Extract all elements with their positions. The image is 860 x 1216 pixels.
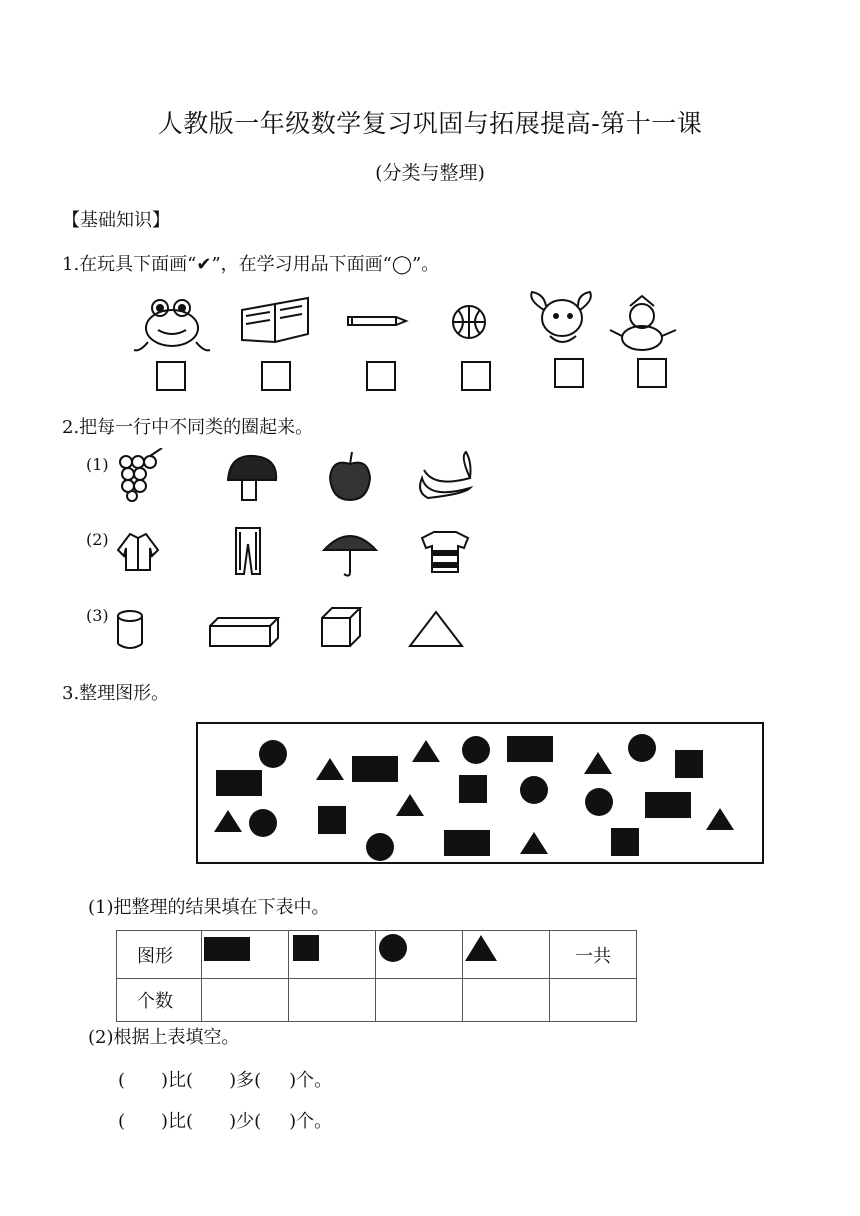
dog-toy-icon (531, 292, 591, 342)
triangle-shape (214, 810, 242, 832)
question-3-text: 3.整理图形。 (62, 683, 170, 704)
cube-icon (322, 608, 360, 646)
sub-question-1-text: (1)把整理的结果填在下表中。 (88, 897, 330, 918)
rectangle-shape (444, 830, 490, 856)
fill-less: )少( (229, 1111, 262, 1132)
mushroom-icon (228, 456, 276, 500)
question-1-text: 1.在玩具下面画“✔”，在学习用品下面画“◯”。 (62, 254, 440, 275)
circle-shape (259, 740, 287, 768)
page-subtitle: (分类与整理) (375, 162, 485, 184)
cylinder-icon (118, 611, 142, 648)
circle-count-cell[interactable] (376, 979, 463, 1022)
sub-question-2-text: (2)根据上表填空。 (88, 1027, 240, 1048)
question-2-text: 2.把每一行中不同类的圈起来。 (62, 417, 314, 438)
pencil-icon (348, 317, 406, 325)
fill-end: )个。 (289, 1111, 333, 1132)
answer-box-1[interactable] (156, 361, 186, 391)
coat-icon (118, 534, 158, 570)
rectangle-header-cell (202, 931, 289, 979)
triangle-shape (396, 794, 424, 816)
row-1-label: (1) (86, 455, 109, 474)
answer-box-4[interactable] (461, 361, 491, 391)
fill-open: ( (118, 1070, 126, 1091)
count-row-label: 个数 (117, 979, 202, 1022)
triangle-shape (584, 752, 612, 774)
row-3-label: (3) (86, 606, 109, 625)
circle-shape (520, 776, 548, 804)
circle-header-cell (376, 931, 463, 979)
apple-icon (330, 452, 370, 500)
table-row (117, 979, 637, 1022)
fill-compare: )比( (161, 1111, 194, 1132)
fill-end: )个。 (289, 1070, 333, 1091)
row-2-label: (2) (86, 530, 109, 549)
answer-box-2[interactable] (261, 361, 291, 391)
banana-icon (420, 452, 471, 498)
square-shape (459, 775, 487, 803)
toy-bear-icon (610, 296, 676, 350)
answer-box-5[interactable] (554, 358, 584, 388)
frog-toy-icon (134, 300, 210, 350)
triangle-shape (706, 808, 734, 830)
umbrella-icon (324, 536, 376, 576)
table-row (117, 931, 637, 979)
rectangle-shape (352, 756, 398, 782)
fill-sentence-less (118, 1107, 332, 1133)
total-count-cell[interactable] (550, 979, 637, 1022)
circle-shape (249, 809, 277, 837)
fill-compare: )比( (161, 1070, 194, 1091)
circle-shape (366, 833, 394, 861)
question-2-pictures (110, 448, 490, 658)
answer-box-6[interactable] (637, 358, 667, 388)
answer-box-3[interactable] (366, 361, 396, 391)
square-shape (611, 828, 639, 856)
square-shape (675, 750, 703, 778)
fill-sentence-more (118, 1066, 332, 1092)
book-icon (242, 298, 308, 342)
section-label: 【基础知识】 (62, 210, 170, 231)
square-count-cell[interactable] (289, 979, 376, 1022)
circle-icon (376, 931, 462, 973)
basketball-icon (453, 306, 485, 338)
square-shape (318, 806, 346, 834)
rectangle-shape (216, 770, 262, 796)
trousers-icon (236, 528, 260, 574)
question-1-pictures (130, 290, 710, 360)
page-title: 人教版一年级数学复习巩固与拓展提高-第十一课 (157, 109, 703, 138)
cuboid-icon (210, 618, 278, 646)
shirt-icon (422, 532, 468, 572)
triangle-header-cell (463, 931, 550, 979)
triangle-shape (316, 758, 344, 780)
grapes-icon (120, 448, 162, 501)
triangle-icon (463, 931, 549, 973)
rectangle-shape (507, 736, 553, 762)
total-header-cell: 一共 (550, 931, 637, 979)
rectangle-icon (202, 931, 288, 973)
count-table (116, 930, 637, 1022)
triangle-shape (412, 740, 440, 762)
square-icon (289, 931, 375, 973)
square-header-cell (289, 931, 376, 979)
rectangle-shape (645, 792, 691, 818)
shape-row-label: 图形 (117, 931, 202, 979)
triangle-shape (520, 832, 548, 854)
shapes-collection (196, 722, 764, 864)
circle-shape (628, 734, 656, 762)
circle-shape (462, 736, 490, 764)
fill-more: )多( (229, 1070, 262, 1091)
fill-open: ( (118, 1111, 126, 1132)
rectangle-count-cell[interactable] (202, 979, 289, 1022)
triangle-outline-icon (410, 612, 462, 646)
triangle-count-cell[interactable] (463, 979, 550, 1022)
circle-shape (585, 788, 613, 816)
